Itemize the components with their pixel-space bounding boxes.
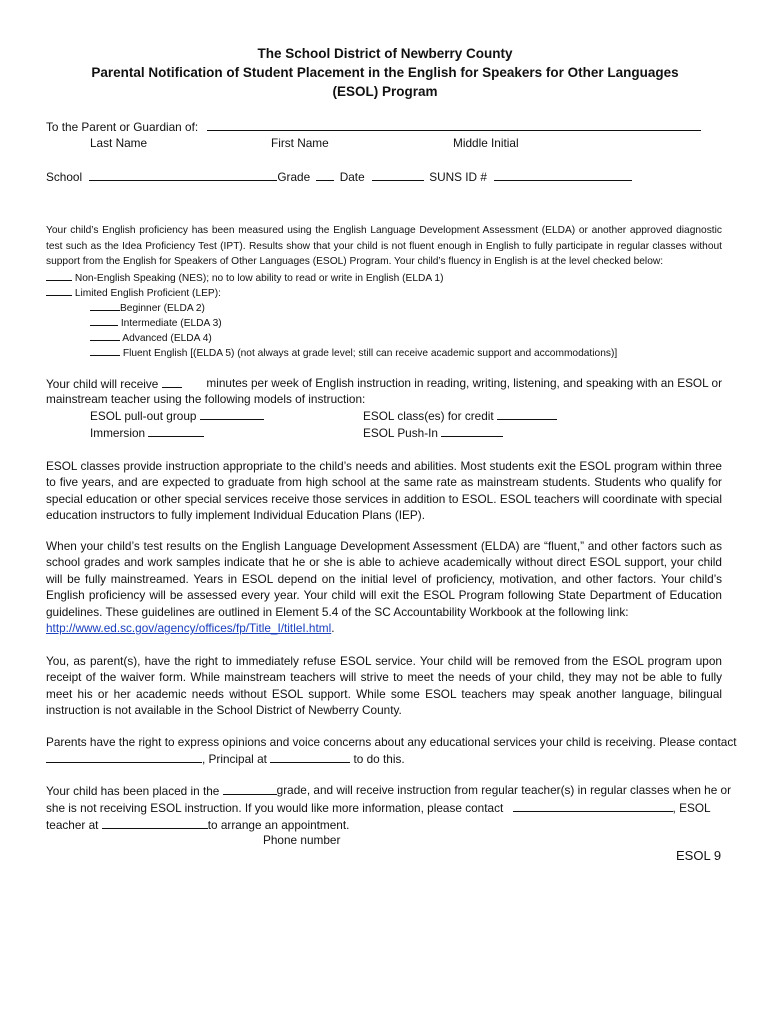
beginner-checkbox[interactable] xyxy=(90,300,120,311)
advanced-option[interactable] xyxy=(90,330,212,344)
intermediate-option[interactable] xyxy=(90,315,222,329)
esol-label: , ESOL xyxy=(672,801,711,815)
title-line-1: The School District of Newberry County xyxy=(257,46,513,61)
placed-label: Your child has been placed in the xyxy=(46,784,220,798)
contact-name-blank[interactable] xyxy=(46,751,202,763)
pushin-label: ESOL Push-In xyxy=(363,426,438,440)
date-label: Date xyxy=(339,170,365,184)
instruction-line-2: mainstream teacher using the following models of instruction: xyxy=(46,392,366,406)
nes-option[interactable] xyxy=(46,270,443,284)
form-code: ESOL 9 xyxy=(676,848,722,863)
title-line-2: Parental Notification of Student Placement in the English for Speakers for Other Languages xyxy=(91,65,679,80)
fluent-option[interactable] xyxy=(90,345,617,359)
placed-line-2 xyxy=(46,800,711,815)
placed-line-3 xyxy=(46,817,349,832)
grade-blank[interactable] xyxy=(316,169,334,181)
pullout-label: ESOL pull-out group xyxy=(90,409,197,423)
fluent-label: Fluent English [(ELDA 5) (not always at grade level; still can receive academic support and accommodations)] xyxy=(122,348,618,359)
fluent-paragraph: When your child’s test results on the English Language Development Assessment (ELDA) are “fluent,” and other factors such as school grades and work samples indicate that he or she is able to achieve academically without direct ESOL support, your child will be fully mainstreamed. Years in ESOL depend on the initial level of proficiency, motivation, and other factors. Your child’s English proficiency will be assessed every year. Your child will exit the ESOL Program following State Department of Education guidelines. These guidelines are outlined in Element 5.4 of the SC Accountability Workbook at the following link: http://www.ed.sc.gov/agency/offices/fp/Title_I/titleI.html. xyxy=(46,539,722,636)
principal-at-label: , Principal at xyxy=(202,752,267,766)
phone-number-label: Phone number xyxy=(263,833,341,847)
placed-line-1 xyxy=(46,783,732,798)
beginner-label: Beginner (ELDA 2) xyxy=(120,303,205,314)
accountability-link[interactable]: http://www.ed.sc.gov/agency/offices/fp/Title_I/titleI.html xyxy=(46,621,332,636)
placed-grade-text: grade, and will receive instruction from regular teacher(s) in regular classes when he or xyxy=(276,783,732,797)
intermediate-label: Intermediate (ELDA 3) xyxy=(120,318,222,329)
advanced-label: Advanced (ELDA 4) xyxy=(122,333,212,344)
date-blank[interactable] xyxy=(372,169,424,181)
teacher-phone-blank[interactable] xyxy=(102,817,208,829)
fluent-checkbox[interactable] xyxy=(90,345,120,356)
suns-id-label: SUNS ID # xyxy=(429,170,487,184)
immersion-option[interactable] xyxy=(90,425,204,440)
instruction-line-1 xyxy=(46,376,722,391)
arrange-text: to arrange an appointment. xyxy=(207,818,350,832)
pullout-blank[interactable] xyxy=(200,408,264,420)
intermediate-checkbox[interactable] xyxy=(90,315,118,326)
principal-phone-blank[interactable] xyxy=(270,751,350,763)
proficiency-intro: Your child’s English proficiency has been measured using the English Language Development Assessment (ELDA) or another approved diagnostic test such as the Idea Proficiency Test (IPT). Results show that your child is not fluent enough in English to fully participate in regular classes without support from the English for Speakers of Other Languages (ESOL) Program. Your child’s fluency in English is at the level checked below: xyxy=(46,225,722,268)
instruction-receive-label: Your child will receive xyxy=(46,377,159,391)
school-label: School xyxy=(46,170,83,184)
pullout-option[interactable] xyxy=(90,408,264,423)
parent-name-row xyxy=(46,119,701,134)
credit-option[interactable] xyxy=(363,408,557,423)
lep-option[interactable] xyxy=(46,285,221,299)
suns-id-blank[interactable] xyxy=(494,169,632,181)
to-do-this-label: to do this. xyxy=(353,752,405,766)
pushin-blank[interactable] xyxy=(441,425,503,437)
pushin-option[interactable] xyxy=(363,425,503,440)
grade-label: Grade xyxy=(277,170,311,184)
nes-label: Non-English Speaking (NES); no to low ability to read or write in English (ELDA 1) xyxy=(74,273,444,284)
classes-paragraph: ESOL classes provide instruction appropriate to the child’s needs and abilities. Most students exit the ESOL program within three to five years, and are expected to graduate from high school at the same rate as mainstream students. Students who qualify for special education or other special services receive those services in addition to ESOL. ESOL teachers will coordinate with special education instructors to fully implement Individual Education Plans (IEP). xyxy=(46,459,722,523)
teacher-at-label: teacher at xyxy=(46,818,99,832)
first-name-label: First Name xyxy=(271,136,329,150)
esol-teacher-name-blank[interactable] xyxy=(513,800,673,812)
to-parent-label: To the Parent or Guardian of: xyxy=(46,120,199,134)
placed-grade-blank[interactable] xyxy=(223,783,277,795)
parent-name-blank[interactable] xyxy=(207,119,701,131)
concerns-line-1: Parents have the right to express opinions and voice concerns about any educational services your child is receiving. Please contact xyxy=(46,735,737,749)
lep-label: Limited English Proficient (LEP): xyxy=(74,288,221,299)
beginner-option[interactable] xyxy=(90,300,205,314)
immersion-blank[interactable] xyxy=(148,425,204,437)
credit-blank[interactable] xyxy=(497,408,557,420)
school-blank[interactable] xyxy=(89,169,277,181)
credit-label: ESOL class(es) for credit xyxy=(363,409,494,423)
lep-checkbox[interactable] xyxy=(46,285,72,296)
rights-paragraph: You, as parent(s), have the right to immediately refuse ESOL service. Your child will be removed from the ESOL program upon receipt of the waiver form. While mainstream teachers will strive to meet the needs of your child, they may not be able to fully meet his or her academic needs without ESOL support. While some ESOL teachers may speak another language, bilingual instruction is not available in the School District of Newberry County. xyxy=(46,654,722,718)
nes-checkbox[interactable] xyxy=(46,270,72,281)
concerns-line-2 xyxy=(46,751,405,766)
advanced-checkbox[interactable] xyxy=(90,330,120,341)
middle-initial-label: Middle Initial xyxy=(453,136,519,150)
more-info-text: she is not receiving ESOL instruction. If you would like more information, please contact xyxy=(46,801,504,815)
last-name-label: Last Name xyxy=(90,136,148,150)
school-row xyxy=(46,169,632,184)
immersion-label: Immersion xyxy=(90,426,146,440)
title-line-3: (ESOL) Program xyxy=(332,84,438,99)
minutes-blank[interactable] xyxy=(162,376,182,388)
instruction-minutes-text: minutes per week of English instruction in reading, writing, listening, and speaking with an ESOL or xyxy=(206,376,722,390)
